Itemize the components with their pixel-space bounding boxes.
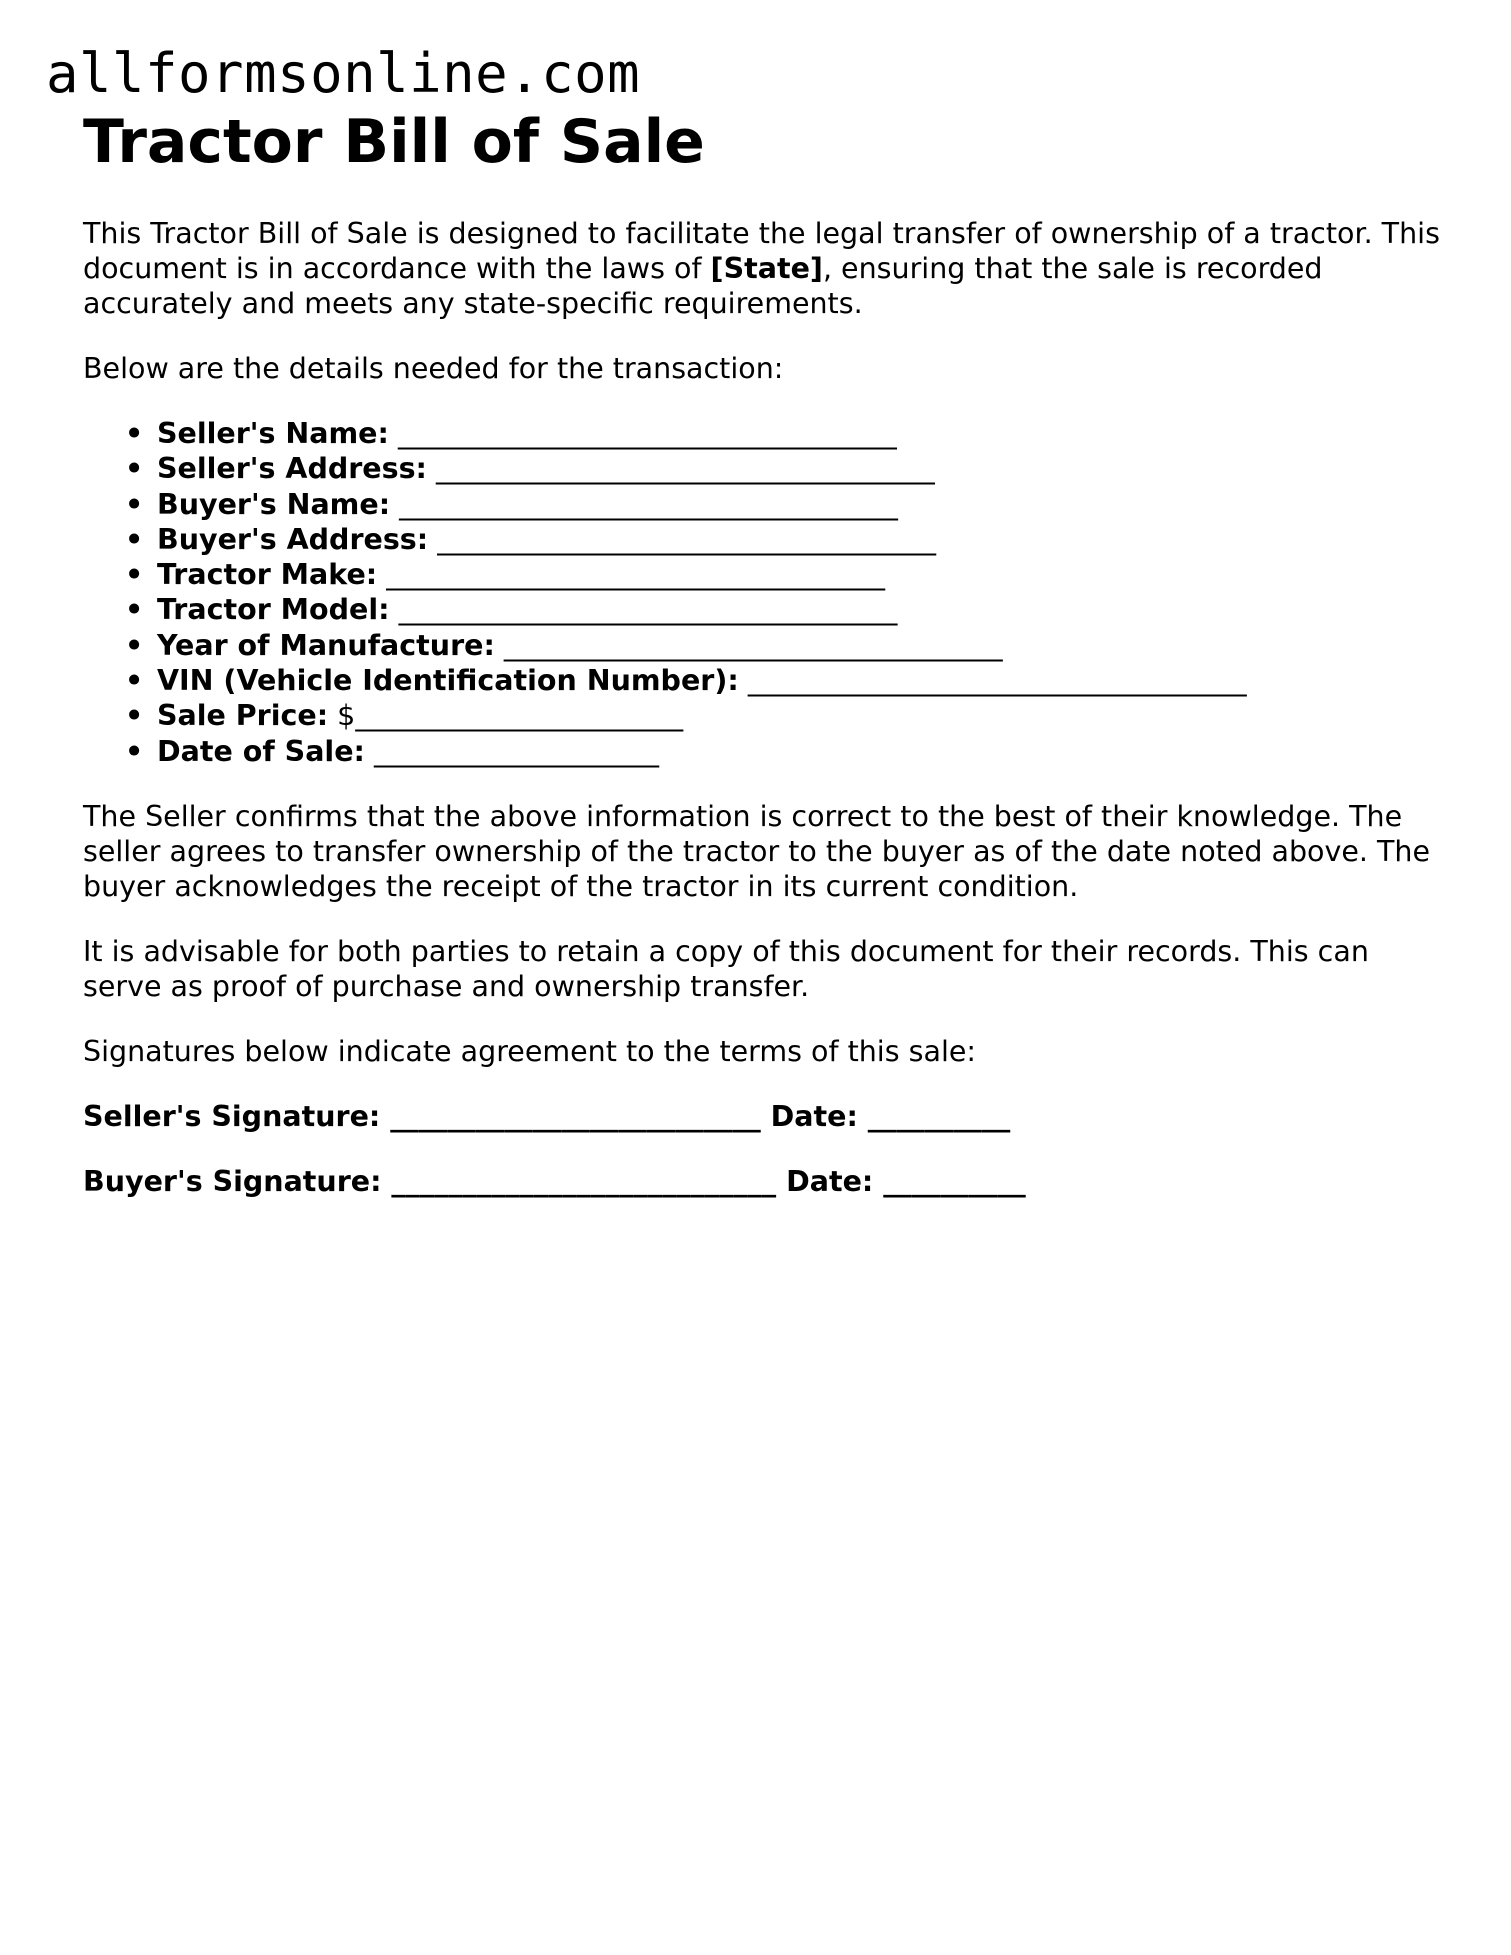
bullet-icon: • bbox=[125, 664, 144, 698]
details-list bbox=[83, 416, 1443, 769]
bullet-icon: • bbox=[125, 417, 144, 450]
intro-paragraph bbox=[83, 216, 1443, 321]
bullet-icon: • bbox=[125, 699, 144, 733]
seller-signature-line bbox=[83, 1099, 1443, 1134]
field-blank: ___________________________________ bbox=[390, 487, 898, 521]
buyer-signature-line bbox=[83, 1164, 1443, 1199]
state-placeholder: [State] bbox=[710, 252, 823, 285]
field-year-of-manufacture bbox=[83, 628, 1443, 663]
advice-paragraph: It is advisable for both parties to retain a copy of this document for their records. This can serve as proof of purchase and ownership transfer. bbox=[83, 934, 1369, 1003]
field-tractor-make bbox=[83, 557, 1443, 592]
bullet-icon: • bbox=[125, 522, 144, 556]
field-blank: ___________________________________ bbox=[428, 522, 936, 556]
signatures-lead: Signatures below indicate agreement to the terms of this sale: bbox=[83, 1034, 977, 1068]
field-blank: ___________________________________ bbox=[738, 664, 1247, 698]
field-date-of-sale bbox=[83, 734, 1443, 769]
field-sale-price bbox=[83, 698, 1443, 733]
field-blank: $_______________________ bbox=[328, 699, 684, 733]
bullet-icon: • bbox=[125, 487, 144, 521]
field-buyers-address bbox=[83, 522, 1443, 557]
field-blank: ___________________________________ bbox=[388, 417, 897, 450]
field-label: Buyer's Name: bbox=[157, 487, 391, 521]
field-label: Buyer's Address: bbox=[157, 522, 429, 556]
intro-text-before: This Tractor Bill of Sale is designed to facilitate the legal transfer of ownership of a tractor. This document is in accordance with the laws of bbox=[83, 217, 1440, 285]
field-label: Seller's Name: bbox=[157, 417, 389, 450]
buyer-signature-label: Buyer's Signature: ___________________________ Date: __________ bbox=[83, 1164, 1026, 1198]
bullet-icon: • bbox=[125, 558, 144, 592]
field-blank: ___________________________________ bbox=[494, 628, 1003, 662]
field-sellers-name bbox=[83, 416, 1443, 451]
field-blank: ___________________________________ bbox=[426, 452, 935, 486]
field-tractor-model bbox=[83, 592, 1443, 627]
bullet-icon: • bbox=[125, 593, 144, 627]
document-body bbox=[83, 104, 1443, 1199]
field-label: Tractor Model: bbox=[157, 593, 390, 627]
details-lead: Below are the details needed for the transaction: bbox=[83, 352, 784, 385]
field-blank: ___________________________________ bbox=[389, 593, 898, 627]
confirmation-paragraph: The Seller confirms that the above information is correct to the best of their knowledge. The seller agrees to transfer ownership of the tractor to the buyer as of the date noted above. The buyer acknowledges the receipt of the tractor in its current condition. bbox=[83, 799, 1431, 903]
bullet-icon: • bbox=[125, 628, 144, 662]
site-watermark: allformsonline.com bbox=[46, 42, 641, 105]
field-label: Date of Sale: bbox=[157, 734, 365, 768]
field-label: Tractor Make: bbox=[157, 558, 378, 592]
field-vin bbox=[83, 663, 1443, 698]
field-label: Sale Price: bbox=[157, 699, 329, 733]
field-blank: ____________________ bbox=[364, 734, 659, 768]
field-label: Seller's Address: bbox=[157, 452, 427, 486]
bullet-icon: • bbox=[125, 734, 144, 768]
intro-text-after: , ensuring that the sale is recorded accurately and meets any state-specific requirements. bbox=[83, 252, 1323, 320]
field-blank: ___________________________________ bbox=[377, 558, 885, 592]
page-title: Tractor Bill of Sale bbox=[83, 107, 705, 177]
field-label: Year of Manufacture: bbox=[157, 628, 495, 662]
seller-signature-label: Seller's Signature: __________________________ Date: __________ bbox=[83, 1099, 1011, 1133]
field-sellers-address bbox=[83, 451, 1443, 486]
field-buyers-name bbox=[83, 487, 1443, 522]
bullet-icon: • bbox=[125, 452, 144, 486]
field-label: VIN (Vehicle Identification Number): bbox=[157, 664, 739, 698]
